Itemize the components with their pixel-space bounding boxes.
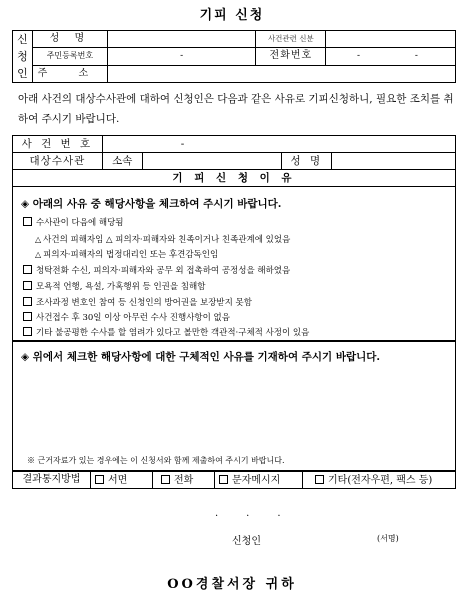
phone-label: 전화번호	[256, 48, 326, 65]
phone-dash-2: -	[414, 50, 418, 61]
reason-sub-2-label: 피의자·피해자의 법정대리인 또는 후견감독인임	[43, 250, 219, 260]
dept-field[interactable]	[142, 153, 282, 170]
side-char-3: 인	[17, 67, 28, 80]
phone-field[interactable]	[326, 48, 456, 65]
reason-option-6-label: 기타 불공평한 수사를 할 염려가 있다고 볼만한 객관적·구체적 사정이 있음	[36, 328, 310, 338]
reason-option-3[interactable]	[23, 280, 205, 292]
checkbox-icon[interactable]	[23, 281, 32, 290]
document-title: 기피 신청	[199, 8, 265, 23]
result-option-written[interactable]	[91, 472, 153, 489]
checkbox-icon[interactable]	[23, 265, 32, 274]
reason-option-4[interactable]	[23, 296, 252, 308]
rrn-field[interactable]: -	[107, 48, 256, 65]
reason-option-6[interactable]	[23, 326, 309, 338]
side-char-1: 신	[17, 33, 28, 46]
reason-option-2[interactable]	[23, 264, 290, 276]
checkbox-icon[interactable]	[219, 475, 228, 484]
intro-text: 아래 사건의 대상수사관에 대하여 신청인은 다음과 같은 사유로 기피신청하니, 필요한 조치를 취하여 주시기 바랍니다.	[18, 93, 454, 125]
result-option-phone[interactable]	[153, 472, 215, 489]
triangle-icon: △	[35, 250, 42, 259]
reason-option-5-label: 사건접수 후 30일 이상 아무런 수사 진행사항이 없음	[36, 313, 230, 323]
reasons-header: 기 피 신 청 이 유	[13, 170, 456, 187]
result-option-sms-label: 문자메시지	[232, 474, 281, 486]
officer-name-label: 성 명	[282, 153, 332, 170]
date-dots: ...	[215, 508, 309, 519]
reason-option-5[interactable]	[23, 311, 230, 323]
result-option-phone-label: 전화	[174, 474, 194, 486]
checkbox-icon[interactable]	[315, 475, 324, 484]
checkbox-icon[interactable]	[23, 312, 32, 321]
case-no-label: 사 건 번 호	[13, 136, 103, 153]
sign-mark[interactable]: (서명)	[377, 534, 399, 543]
reasons-instruction: ◈ 아래의 사유 중 해당사항을 체크하여 주시기 바랍니다.	[21, 198, 282, 210]
checkbox-icon[interactable]	[23, 327, 32, 336]
relation-label: 사건관련 신분	[256, 31, 326, 48]
result-option-other-label: 기타(전자우편, 팩스 등)	[328, 474, 433, 486]
name-label: 성 명	[32, 31, 107, 48]
reason-option-1-label: 수사관이 다음에 해당됨	[36, 218, 124, 228]
applicant-table	[12, 30, 456, 83]
checkbox-icon[interactable]	[95, 475, 104, 484]
checkbox-icon[interactable]	[23, 297, 32, 306]
reason-sub-1[interactable]	[35, 233, 290, 245]
applicant-sign-label: 신청인	[232, 536, 261, 547]
reason-sub-2[interactable]	[35, 248, 218, 260]
side-char-2: 청	[17, 50, 28, 63]
reasons-box	[12, 186, 456, 341]
reason-option-1[interactable]	[23, 216, 124, 228]
reason-option-2-label: 청탁전화 수신, 피의자·피해자와 공무 외 접촉하여 공정성을 해하였음	[36, 266, 291, 276]
address-label: 주 소	[32, 65, 107, 82]
relation-field[interactable]	[326, 31, 456, 48]
result-option-written-label: 서면	[108, 474, 128, 486]
applicant-side-label	[13, 31, 33, 83]
officer-name-field[interactable]	[332, 153, 456, 170]
result-label: 결과통지방법	[13, 472, 91, 489]
case-no-field[interactable]: -	[102, 136, 455, 153]
checkbox-icon[interactable]	[23, 217, 32, 226]
case-table	[12, 135, 456, 187]
reason-option-3-label: 모욕적 언행, 욕설, 가혹행위 등 인권을 침해함	[36, 282, 206, 292]
dept-label: 소속	[102, 153, 142, 170]
reason-option-4-label: 조사과정 변호인 참여 등 신청인의 방어권을 보장받지 못함	[36, 298, 252, 308]
phone-dash-1: -	[356, 50, 360, 61]
detail-note: ※ 근거자료가 있는 경우에는 이 신청서와 함께 제출하여 주시기 바랍니다.	[27, 456, 285, 465]
officer-label: 대상수사관	[13, 153, 103, 170]
result-option-other[interactable]	[303, 472, 456, 489]
address-field[interactable]	[107, 65, 455, 82]
detail-instruction: ◈ 위에서 체크한 해당사항에 대한 구체적인 사유를 기재하여 주시기 바랍니다.	[21, 351, 381, 363]
addressee: OO경찰서장 귀하	[167, 577, 297, 592]
result-option-sms[interactable]	[215, 472, 303, 489]
triangle-icon: △	[35, 235, 42, 244]
rrn-label: 주민등록번호	[32, 48, 107, 65]
checkbox-icon[interactable]	[161, 475, 170, 484]
result-table	[12, 471, 456, 489]
name-field[interactable]	[107, 31, 256, 48]
reason-sub-1-label: 사건의 피해자임 △ 피의자·피해자와 친족이거나 친족관계에 있었음	[43, 235, 291, 245]
detail-box[interactable]	[12, 341, 456, 471]
